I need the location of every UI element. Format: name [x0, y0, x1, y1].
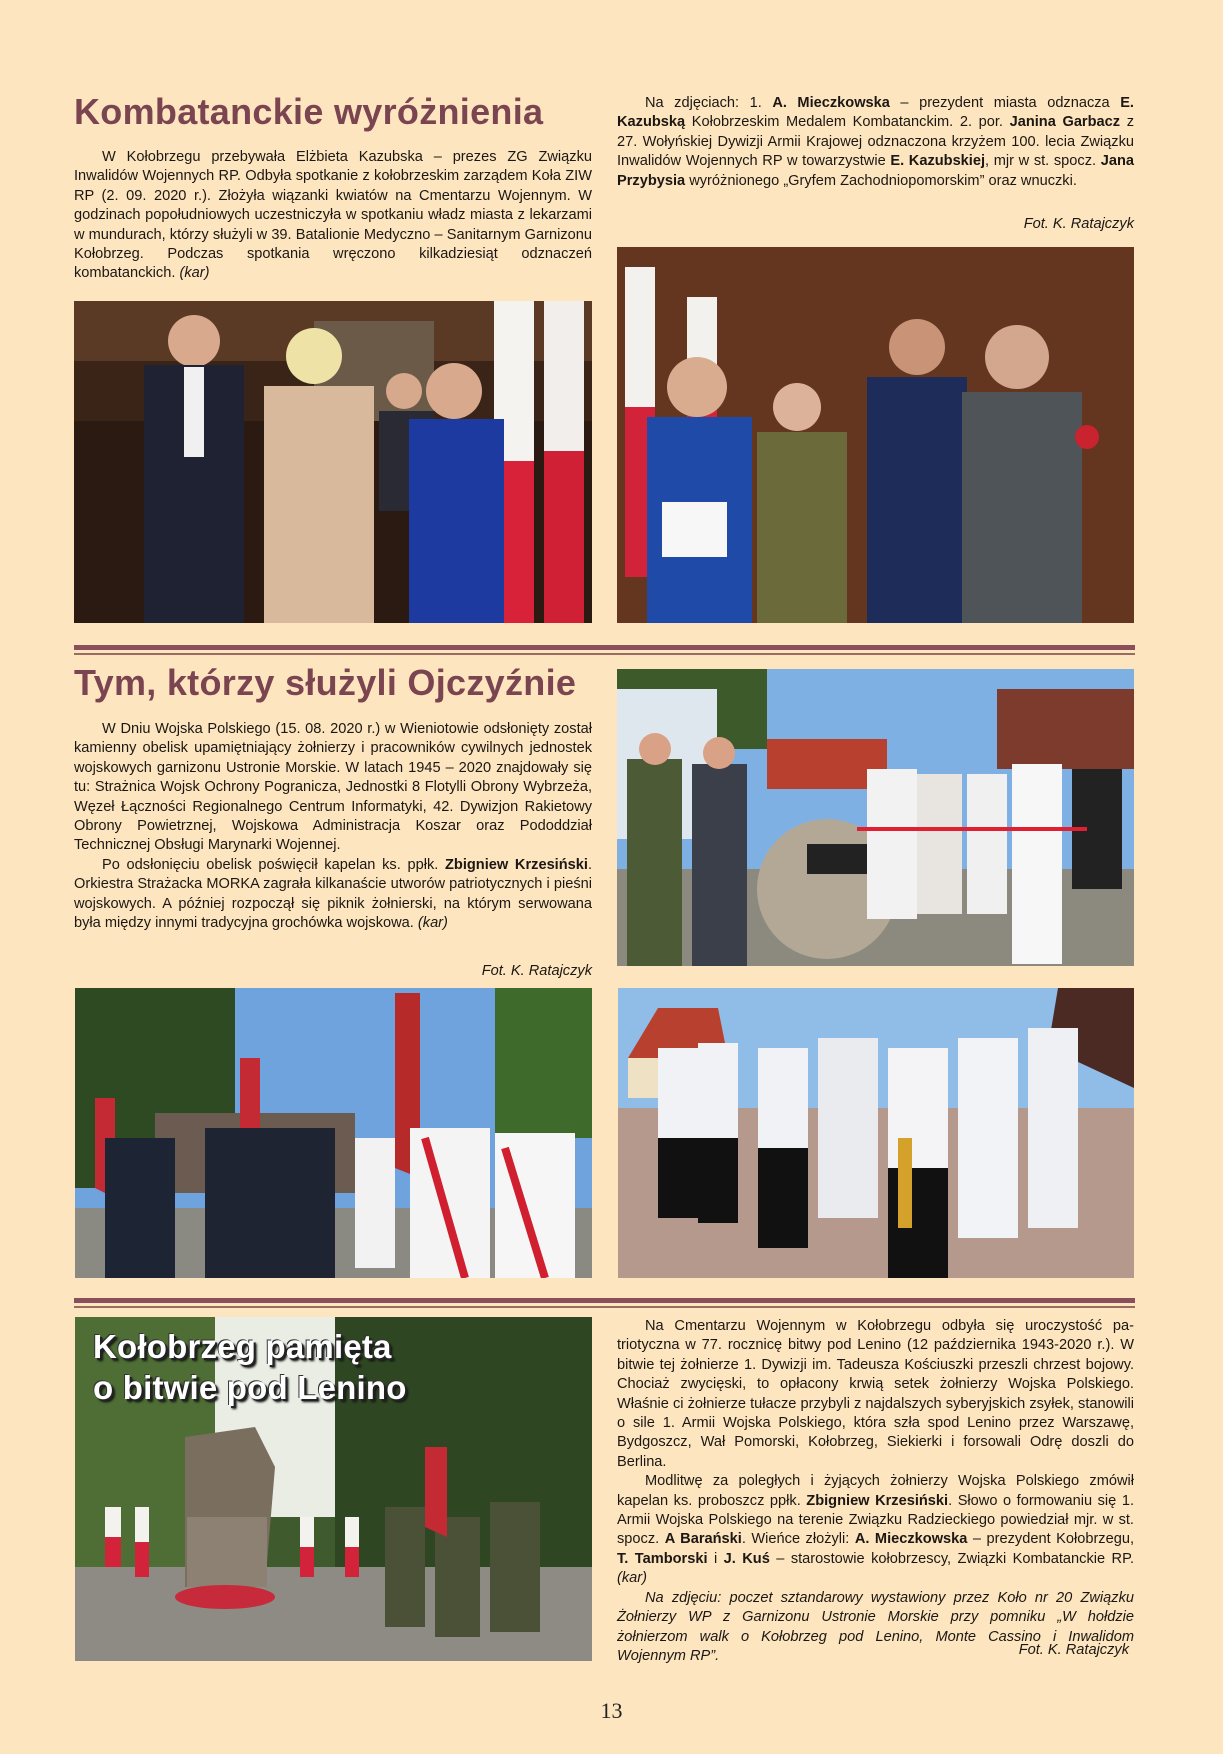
article1-title: Kombatanckie wyróżnienia — [74, 91, 544, 132]
photo-garbacz-group-image — [617, 247, 1134, 623]
paragraph: Na zdjęciach: 1. A. Mieczkowska – prezydent miasta odznacza E. Kazubską Kołobrzeskim Medalem Kombatanckim. 2. por. Janina Garbacz z 27. Wołyńskiej Dywizji Armii Krajowej odznaczona krzyżem 100. lecia Związku Inwalidów Wojennych RP w towarzystwie E. Kazubskiej, mjr w st. spocz. Jana Przybysia wyróżnionego „Gryfem Zachodniopomorskim” oraz wnuczki. — [617, 95, 1134, 189]
paragraph: W Dniu Wojska Polskiego (15. 08. 2020 r.) w Wieniotowie odsłonięty został kamienny obelisk upamiętniający żołnierzy i pracowników cywilnych jednostek wojskowych garnizonu Ustronie Morskie. W latach 1945 – 2020 znajdowały się tu: Strażnica Wojsk Ochrony Pogranicza, Jednostki 8 Flotylli Obrony Wybrzeża, Węzeł Łączności Regionalnego Centrum Informatyki, 42. Dywizjon Rakietowy Obrony Powietrznej, Wojskowa Administracja Koszar oraz Pododdział Technicznej Obsługi Marynarki Wojennej. — [74, 721, 592, 854]
photo-orchestra-morka-image — [618, 988, 1134, 1278]
article2-body — [74, 720, 592, 933]
section-divider-thin — [74, 1306, 1135, 1308]
paragraph: Na zdjęciu: poczet sztandarowy wystawiony przez Koło nr 20 Związku Żołnierzy WP z Garnizonu Ustronie Morskie przy pomniku „W hołdzie żołnierzom walk o Kołobrzeg pod Lenino, Monte Cassino i Inwalidom Wojennym RP”. — [617, 1589, 1134, 1664]
section-divider — [74, 1298, 1135, 1303]
article1-photo-credit: Fot. K. Ratajczyk — [1023, 216, 1134, 232]
article1-caption — [617, 94, 1134, 191]
article3-title — [93, 1326, 407, 1408]
article1-body — [74, 148, 592, 284]
photo-medal-ceremony-image — [74, 301, 592, 623]
section-divider-thin — [74, 653, 1135, 655]
photo-standard-bearers-image — [75, 988, 592, 1278]
section-divider — [74, 645, 1135, 650]
article3-title-line2: o bitwie pod Lenino — [93, 1369, 407, 1406]
photo-standard-bearers — [75, 988, 592, 1278]
article2-title: Tym, którzy służyli Ojczyźnie — [74, 662, 577, 703]
photo-medal-ceremony — [74, 301, 592, 623]
paragraph: W Kołobrzegu przebywała Elżbieta Kazubska – prezes ZG Związku Inwalidów Wojennych RP. Odbyła spotkanie z kołobrzeskim zarządem Koła ZIW RP (2. 09. 2020 r.). Złożyła wiązanki kwiatów na Cmentarzu Wojennym. W godzinach popołudniowych uczestniczyła w spotkaniu władz miasta z lekarzami w mundurach, którzy służyli w 39. Batalionie Medyczno – Sanitarnym Garnizonu Kołobrzeg. Podczas spotkania wręczono kilkadziesiąt odznaczeń kombatanckich. (kar) — [74, 149, 592, 282]
photo-obelisk-unveiling-image — [617, 669, 1134, 966]
article3-body — [617, 1317, 1134, 1666]
article3-title-line1: Kołobrzeg pamięta — [93, 1328, 392, 1365]
paragraph: Na Cmentarzu Wojennym w Kołobrzegu odbyła się uroczystość patriotyczna w 77. rocznicę bitwy pod Lenino (12 października 1943-2020 r.). W bitwie tej żołnierze 1. Dywizji im. Tadeusza Kościuszki przeszli chrzest bojowy. Chociaż zwycięski, to opłacony krwią setek żołnierzy Wojska Polskiego. Właśnie ci żołnierze tułacze przybyli z najdalszych syberyjskich zsyłek, stanowili o sile 1. Armii Wojska Polskiego, która szła spod Lenino przez Warszawę, Bydgoszcz, Wał Pomorski, Kołobrzeg, Siekierki i forsowali Odrę doszli do Berlina. — [617, 1318, 1134, 1470]
photo-orchestra-morka — [618, 988, 1134, 1278]
photo-garbacz-group — [617, 247, 1134, 623]
page-number: 13 — [600, 1698, 623, 1723]
article2-photo-credit: Fot. K. Ratajczyk — [481, 963, 592, 979]
photo-obelisk-unveiling — [617, 669, 1134, 966]
paragraph: Po odsłonięciu obelisk poświęcił kapelan ks. ppłk. Zbigniew Krzesiński. Orkiestra Strażacka MORKA zagrała kilkanaście utworów patriotycznych i pieśni wojskowych. A później rozpoczął się piknik żołnierski, na którym serwowana była między innymi tradycyjna grochówka wojskowa. (kar) — [74, 856, 593, 932]
article3-photo-credit: Fot. K. Ratajczyk — [1018, 1642, 1129, 1658]
paragraph: Modlitwę za poległych i żyjących żołnierzy Wojska Polskiego zmówił kapelan ks. proboszcz ppłk. Zbigniew Krzesiński. Słowo o formowaniu się 1. Armii Wojska Polskiego na terenie Związku Radzieckiego powiedział mjr. w st. spocz. A Barański. Wieńce złożyli: A. Mieczkowska – prezydent Kołobrzegu, T. Tamborski i J. Kuś – starostowie kołobrzescy, Związki Kombatanckie RP. (kar) — [617, 1473, 1135, 1587]
